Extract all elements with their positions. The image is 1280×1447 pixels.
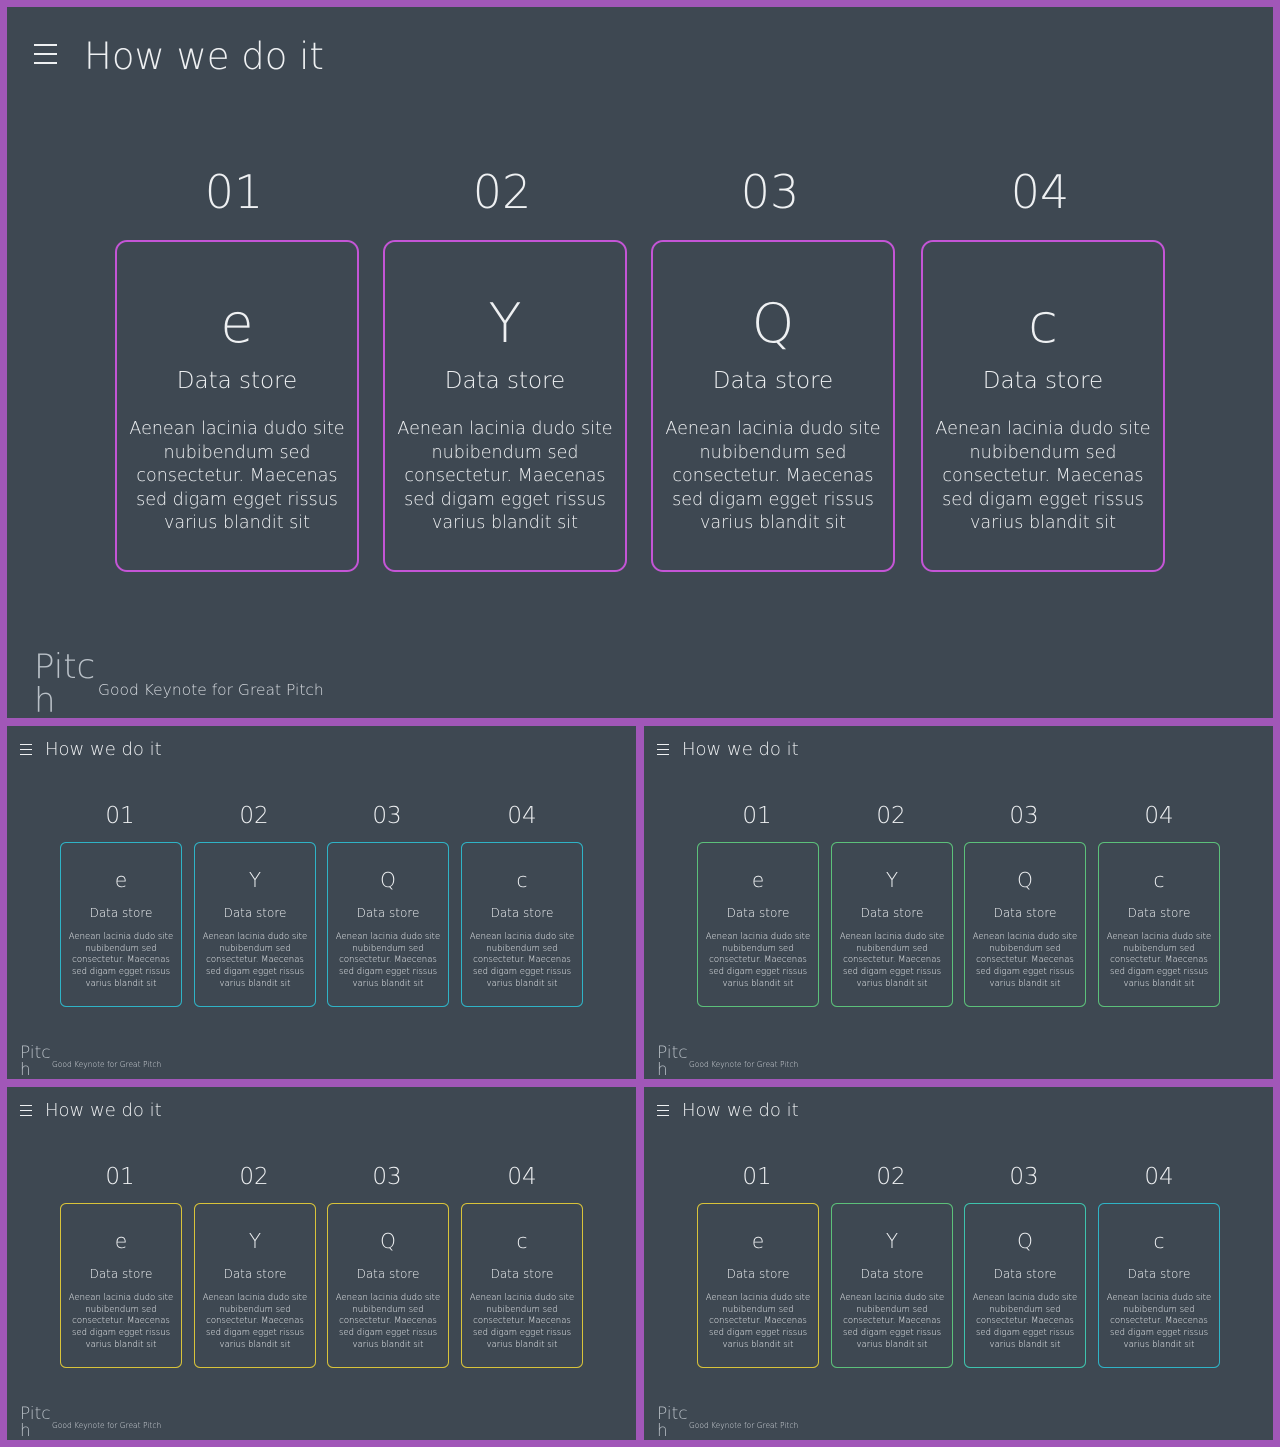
step-card bbox=[921, 240, 1165, 572]
step-card bbox=[964, 842, 1086, 1007]
step-heading: Data store bbox=[356, 1267, 420, 1281]
step-number: 01 bbox=[204, 165, 264, 219]
step-icon: Q bbox=[751, 292, 795, 355]
step-icon: c bbox=[516, 868, 528, 892]
step-heading: Data store bbox=[1127, 1267, 1191, 1281]
step-heading: Data store bbox=[444, 368, 566, 394]
step-description: Aenean lacinia dudo site nubibendum sed consectetur. Maecenas sed digam egget rissus varius blandit sit bbox=[839, 1293, 945, 1350]
menu-bar bbox=[20, 749, 32, 750]
step-number: 03 bbox=[740, 165, 800, 219]
brand-logo bbox=[657, 1406, 688, 1440]
step-heading: Data store bbox=[860, 906, 924, 920]
step-heading: Data store bbox=[223, 1267, 287, 1281]
step-number: 03 bbox=[1009, 803, 1039, 829]
step-heading: Data store bbox=[860, 1267, 924, 1281]
brand-text-line1: Pitc bbox=[20, 1043, 51, 1063]
brand-text-line2: h bbox=[657, 1060, 668, 1079]
step-card bbox=[697, 1203, 819, 1368]
step-card bbox=[651, 240, 895, 572]
slide-main bbox=[7, 7, 1273, 718]
brand-tagline: Good Keynote for Great Pitch bbox=[689, 1421, 799, 1430]
slide-yellow-variant bbox=[7, 1087, 636, 1440]
step-card bbox=[964, 1203, 1086, 1368]
step-card bbox=[831, 1203, 953, 1368]
step-card bbox=[697, 842, 819, 1007]
step-card bbox=[194, 842, 316, 1007]
step-icon: e bbox=[220, 292, 254, 355]
hamburger-menu-icon[interactable] bbox=[657, 744, 669, 759]
step-heading: Data store bbox=[89, 1267, 153, 1281]
step-number: 03 bbox=[372, 803, 402, 829]
step-heading: Data store bbox=[356, 906, 420, 920]
step-icon: c bbox=[1153, 1229, 1165, 1253]
menu-bar bbox=[20, 744, 32, 745]
step-number: 02 bbox=[472, 165, 532, 219]
step-icon: e bbox=[114, 868, 128, 892]
slide-title: How we do it bbox=[84, 35, 324, 78]
hamburger-menu-icon[interactable] bbox=[657, 1105, 669, 1120]
menu-bar bbox=[34, 62, 57, 64]
brand-text-line2: h bbox=[34, 681, 56, 718]
step-description: Aenean lacinia dudo site nubibendum sed consectetur. Maecenas sed digam egget rissus varius blandit sit bbox=[972, 1293, 1078, 1350]
menu-bar bbox=[657, 1110, 669, 1111]
step-icon: Y bbox=[885, 868, 899, 892]
menu-bar bbox=[657, 744, 669, 745]
menu-bar bbox=[657, 1115, 669, 1116]
menu-bar bbox=[20, 754, 32, 755]
step-heading: Data store bbox=[712, 368, 834, 394]
step-heading: Data store bbox=[223, 906, 287, 920]
brand-tagline: Good Keynote for Great Pitch bbox=[98, 681, 324, 699]
hamburger-menu-icon[interactable] bbox=[20, 744, 32, 759]
step-card bbox=[115, 240, 359, 572]
step-number: 02 bbox=[876, 1164, 906, 1190]
step-heading: Data store bbox=[726, 1267, 790, 1281]
step-icon: Q bbox=[380, 1229, 396, 1253]
step-number: 04 bbox=[1144, 1164, 1174, 1190]
step-card bbox=[1098, 1203, 1220, 1368]
step-description: Aenean lacinia dudo site nubibendum sed consectetur. Maecenas sed digam egget rissus varius blandit sit bbox=[839, 932, 945, 989]
step-card bbox=[60, 1203, 182, 1368]
brand-text-line2: h bbox=[20, 1060, 31, 1079]
step-card bbox=[60, 842, 182, 1007]
brand-tagline: Good Keynote for Great Pitch bbox=[52, 1060, 162, 1069]
step-description: Aenean lacinia dudo site nubibendum sed consectetur. Maecenas sed digam egget rissus varius blandit sit bbox=[469, 932, 575, 989]
step-number: 04 bbox=[1010, 165, 1070, 219]
slide-green-variant bbox=[644, 726, 1273, 1079]
brand-text-line2: h bbox=[20, 1421, 31, 1440]
step-heading: Data store bbox=[490, 1267, 554, 1281]
brand-tagline: Good Keynote for Great Pitch bbox=[689, 1060, 799, 1069]
hamburger-menu-icon[interactable] bbox=[34, 44, 57, 71]
step-heading: Data store bbox=[993, 906, 1057, 920]
step-heading: Data store bbox=[176, 368, 298, 394]
step-card bbox=[461, 842, 583, 1007]
step-number: 02 bbox=[239, 803, 269, 829]
step-description: Aenean lacinia dudo site nubibendum sed consectetur. Maecenas sed digam egget rissus varius blandit sit bbox=[68, 932, 174, 989]
slide-title: How we do it bbox=[45, 1100, 162, 1121]
step-icon: Q bbox=[1017, 868, 1033, 892]
step-card bbox=[327, 1203, 449, 1368]
brand-text-line1: Pitc bbox=[657, 1043, 688, 1063]
step-number: 03 bbox=[1009, 1164, 1039, 1190]
slide-title: How we do it bbox=[45, 739, 162, 760]
menu-bar bbox=[34, 44, 57, 46]
step-number: 01 bbox=[105, 803, 135, 829]
step-icon: Y bbox=[488, 292, 522, 355]
step-number: 04 bbox=[507, 1164, 537, 1190]
step-card bbox=[461, 1203, 583, 1368]
brand-tagline: Good Keynote for Great Pitch bbox=[52, 1421, 162, 1430]
step-heading: Data store bbox=[89, 906, 153, 920]
menu-bar bbox=[657, 1105, 669, 1106]
step-description: Aenean lacinia dudo site nubibendum sed consectetur. Maecenas sed digam egget rissus varius blandit sit bbox=[129, 419, 345, 533]
menu-bar bbox=[34, 53, 57, 55]
step-number: 02 bbox=[876, 803, 906, 829]
step-card bbox=[327, 842, 449, 1007]
step-card bbox=[383, 240, 627, 572]
step-icon: c bbox=[1153, 868, 1165, 892]
step-description: Aenean lacinia dudo site nubibendum sed consectetur. Maecenas sed digam egget rissus varius blandit sit bbox=[935, 419, 1151, 533]
step-icon: Y bbox=[248, 1229, 262, 1253]
step-number: 03 bbox=[372, 1164, 402, 1190]
step-description: Aenean lacinia dudo site nubibendum sed consectetur. Maecenas sed digam egget rissus varius blandit sit bbox=[335, 932, 441, 989]
step-icon: Q bbox=[1017, 1229, 1033, 1253]
step-description: Aenean lacinia dudo site nubibendum sed consectetur. Maecenas sed digam egget rissus varius blandit sit bbox=[705, 1293, 811, 1350]
step-number: 04 bbox=[507, 803, 537, 829]
step-card bbox=[831, 842, 953, 1007]
menu-bar bbox=[20, 1105, 32, 1106]
step-heading: Data store bbox=[490, 906, 554, 920]
step-number: 01 bbox=[105, 1164, 135, 1190]
slide-title: How we do it bbox=[682, 1100, 799, 1121]
step-description: Aenean lacinia dudo site nubibendum sed consectetur. Maecenas sed digam egget rissus varius blandit sit bbox=[202, 1293, 308, 1350]
step-icon: e bbox=[114, 1229, 128, 1253]
step-description: Aenean lacinia dudo site nubibendum sed consectetur. Maecenas sed digam egget rissus varius blandit sit bbox=[68, 1293, 174, 1350]
step-description: Aenean lacinia dudo site nubibendum sed consectetur. Maecenas sed digam egget rissus varius blandit sit bbox=[397, 419, 613, 533]
menu-bar bbox=[20, 1115, 32, 1116]
slide-mixed-variant bbox=[644, 1087, 1273, 1440]
step-number: 01 bbox=[742, 1164, 772, 1190]
step-card bbox=[1098, 842, 1220, 1007]
step-icon: Q bbox=[380, 868, 396, 892]
step-icon: c bbox=[516, 1229, 528, 1253]
brand-logo bbox=[20, 1045, 51, 1079]
step-icon: e bbox=[751, 1229, 765, 1253]
step-icon: e bbox=[751, 868, 765, 892]
step-icon: c bbox=[1028, 292, 1058, 355]
menu-bar bbox=[657, 749, 669, 750]
hamburger-menu-icon[interactable] bbox=[20, 1105, 32, 1120]
menu-bar bbox=[20, 1110, 32, 1111]
step-description: Aenean lacinia dudo site nubibendum sed consectetur. Maecenas sed digam egget rissus varius blandit sit bbox=[202, 932, 308, 989]
step-heading: Data store bbox=[726, 906, 790, 920]
brand-logo bbox=[20, 1406, 51, 1440]
brand-text-line1: Pitc bbox=[34, 647, 96, 687]
step-heading: Data store bbox=[1127, 906, 1191, 920]
step-number: 04 bbox=[1144, 803, 1174, 829]
step-description: Aenean lacinia dudo site nubibendum sed consectetur. Maecenas sed digam egget rissus varius blandit sit bbox=[1106, 932, 1212, 989]
step-number: 02 bbox=[239, 1164, 269, 1190]
step-description: Aenean lacinia dudo site nubibendum sed consectetur. Maecenas sed digam egget rissus varius blandit sit bbox=[705, 932, 811, 989]
step-icon: Y bbox=[885, 1229, 899, 1253]
brand-logo bbox=[657, 1045, 688, 1079]
brand-text-line1: Pitc bbox=[20, 1404, 51, 1424]
step-description: Aenean lacinia dudo site nubibendum sed consectetur. Maecenas sed digam egget rissus varius blandit sit bbox=[972, 932, 1078, 989]
step-heading: Data store bbox=[982, 368, 1104, 394]
step-heading: Data store bbox=[993, 1267, 1057, 1281]
menu-bar bbox=[657, 754, 669, 755]
slide-teal-variant bbox=[7, 726, 636, 1079]
step-description: Aenean lacinia dudo site nubibendum sed consectetur. Maecenas sed digam egget rissus varius blandit sit bbox=[469, 1293, 575, 1350]
step-description: Aenean lacinia dudo site nubibendum sed consectetur. Maecenas sed digam egget rissus varius blandit sit bbox=[665, 419, 881, 533]
brand-text-line2: h bbox=[657, 1421, 668, 1440]
step-number: 01 bbox=[742, 803, 772, 829]
slide-title: How we do it bbox=[682, 739, 799, 760]
step-icon: Y bbox=[248, 868, 262, 892]
step-description: Aenean lacinia dudo site nubibendum sed consectetur. Maecenas sed digam egget rissus varius blandit sit bbox=[1106, 1293, 1212, 1350]
brand-logo bbox=[34, 647, 96, 718]
brand-text-line1: Pitc bbox=[657, 1404, 688, 1424]
step-description: Aenean lacinia dudo site nubibendum sed consectetur. Maecenas sed digam egget rissus varius blandit sit bbox=[335, 1293, 441, 1350]
step-card bbox=[194, 1203, 316, 1368]
